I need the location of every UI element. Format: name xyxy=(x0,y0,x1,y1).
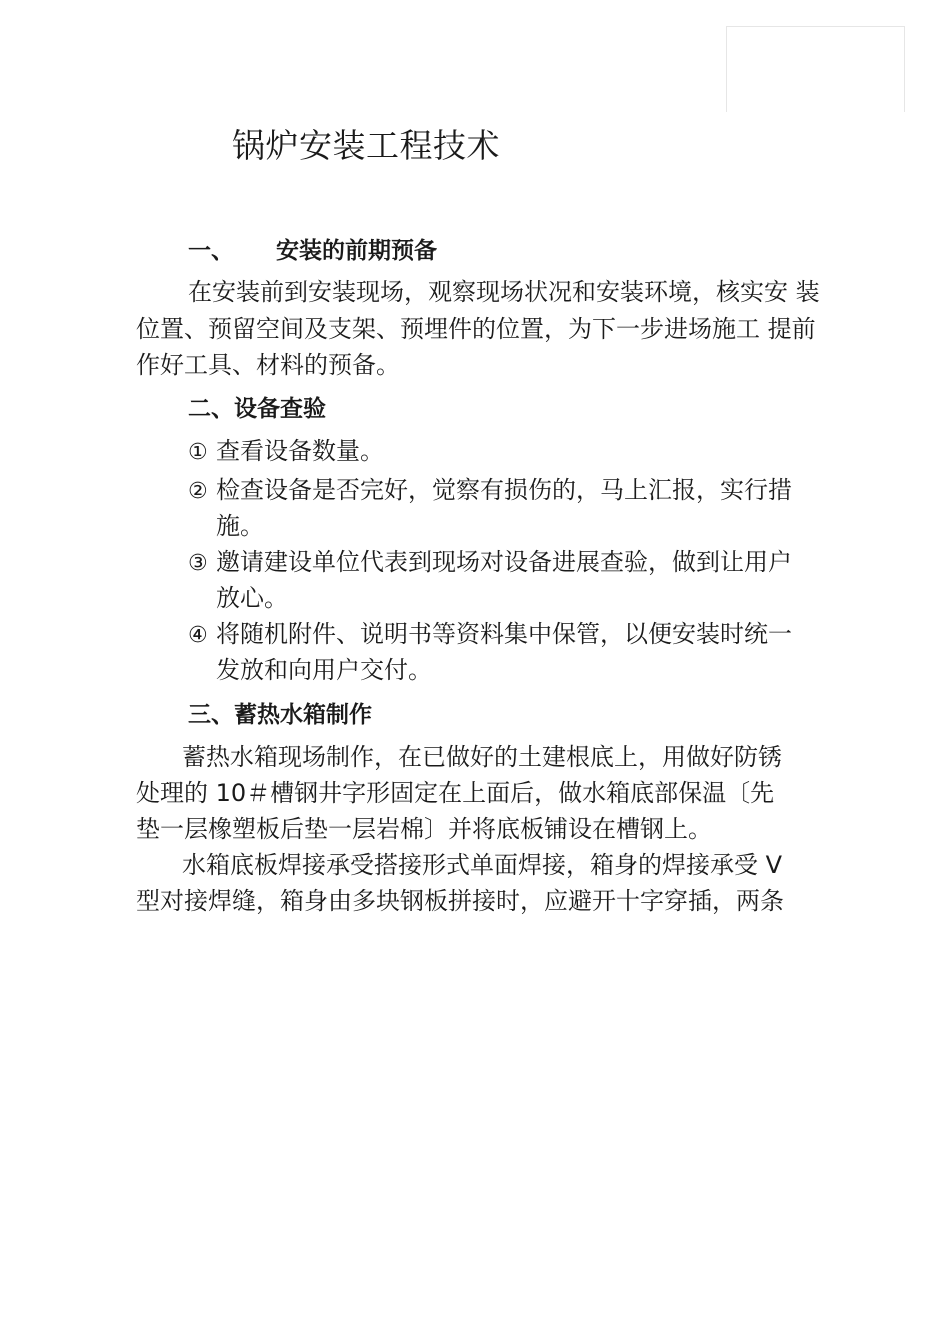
section1-heading xyxy=(188,240,437,263)
section1-heading-text: 安装的前期预备 xyxy=(276,238,438,264)
list-item-number: ④ xyxy=(188,623,208,648)
section1-heading-num: 一、 xyxy=(188,238,234,264)
list-item-number: ③ xyxy=(188,551,208,576)
section1-para-line: 位置、预留空间及支架、预埋件的位置，为下一步进场施工 提前 xyxy=(136,315,816,343)
list-item-text: 邀请建设单位代表到现场对设备进展查验，做到让用户 xyxy=(216,548,792,576)
list-item-continuation: 施。 xyxy=(216,512,264,540)
section1-para-line: 作好工具、材料的预备。 xyxy=(136,351,400,379)
section2-heading: 二、设备查验 xyxy=(188,396,326,422)
list-item xyxy=(188,478,792,503)
section3-heading: 三、蓄热水箱制作 xyxy=(188,702,372,728)
section3-para1-line: 垫一层橡塑板后垫一层岩棉〕并将底板铺设在槽钢上。 xyxy=(136,815,712,843)
list-item-number: ② xyxy=(188,479,208,504)
list-item xyxy=(188,550,792,575)
list-item-continuation: 发放和向用户交付。 xyxy=(216,656,432,684)
section1-para-line: 在安装前到安装现场，观察现场状况和安装环境，核实安 装 xyxy=(188,278,820,306)
section3-para1-line: 处理的 10＃槽钢井字形固定在上面后，做水箱底部保温〔先 xyxy=(136,779,775,807)
list-item-text: 检查设备是否完好，觉察有损伤的，马上汇报，实行措 xyxy=(216,476,792,504)
list-item-text: 查看设备数量。 xyxy=(216,437,384,465)
list-item xyxy=(188,622,792,647)
document-title: 锅炉安装工程技术 xyxy=(232,126,500,165)
list-item-text: 将随机附件、说明书等资料集中保管，以便安装时统一 xyxy=(216,620,792,648)
section3-para2-line: 型对接焊缝，箱身由多块钢板拼接时，应避开十字穿插，两条 xyxy=(136,887,784,915)
section3-para2-line: 水箱底板焊接承受搭接形式单面焊接，箱身的焊接承受 V xyxy=(182,851,783,879)
list-item-number: ① xyxy=(188,440,208,465)
corner-frame xyxy=(726,26,905,112)
list-item xyxy=(188,439,384,464)
list-item-continuation: 放心。 xyxy=(216,584,288,612)
section3-para1-line: 蓄热水箱现场制作，在已做好的土建根底上，用做好防锈 xyxy=(182,743,782,771)
